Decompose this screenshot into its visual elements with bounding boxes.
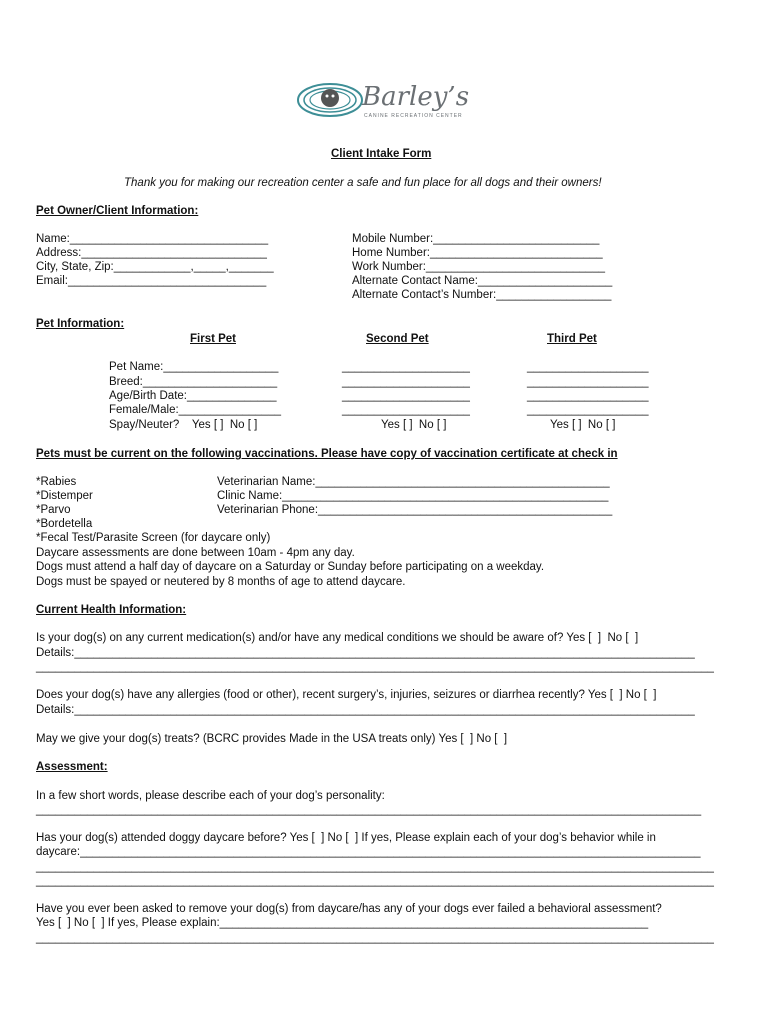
owner-city-field[interactable]: City, State, Zip:____________,_____,_______: [36, 261, 274, 273]
daycare-history-field[interactable]: daycare:_________________________________________________________________________________________________: [36, 846, 701, 858]
vaccine-item: *Rabies: [36, 476, 77, 488]
logo-brand-text: Barley’s: [362, 82, 470, 112]
owner-email-field[interactable]: Email:_______________________________: [36, 275, 267, 287]
vet-name-field[interactable]: Veterinarian Name:______________________________________________: [217, 476, 610, 488]
allergy-question[interactable]: Does your dog(s) have any allergies (food or other), recent surgery’s, injuries, seizures or diarrhea recently? Yes [ ] No [ ]: [36, 689, 657, 701]
personality-question: In a few short words, please describe each of your dog’s personality:: [36, 790, 385, 802]
pet3-age-field[interactable]: ___________________: [527, 390, 649, 402]
medication-details-line[interactable]: __________________________________________________________________________________________________________: [36, 661, 714, 673]
alt-contact-name-field[interactable]: Alternate Contact Name:_____________________: [352, 275, 613, 287]
removal-explain-line[interactable]: __________________________________________________________________________________________________________: [36, 932, 714, 944]
intro-text: Thank you for making our recreation center a safe and fun place for all dogs and their owners!: [124, 177, 602, 189]
owner-name-field[interactable]: Name:_______________________________: [36, 233, 269, 245]
health-heading: Current Health Information:: [36, 604, 187, 616]
logo-swirl-icon: [296, 78, 366, 128]
vaccine-item: *Bordetella: [36, 518, 93, 530]
daycare-history-question[interactable]: Has your dog(s) attended doggy daycare before? Yes [ ] No [ ] If yes, Please explain each of your dog’s behavior while in: [36, 832, 656, 844]
pet2-name-field[interactable]: ____________________: [342, 361, 470, 373]
policy-note: Daycare assessments are done between 10am - 4pm any day.: [36, 547, 355, 559]
vaccine-item: *Parvo: [36, 504, 71, 516]
first-pet-header: First Pet: [190, 333, 237, 345]
pet2-spay-field[interactable]: Yes [ ] No [ ]: [381, 419, 447, 431]
pet2-sex-field[interactable]: ____________________: [342, 404, 470, 416]
pet3-name-field[interactable]: ___________________: [527, 361, 649, 373]
daycare-history-line[interactable]: __________________________________________________________________________________________________________: [36, 861, 714, 873]
form-title: Client Intake Form: [331, 148, 432, 160]
vaccine-item: *Fecal Test/Parasite Screen (for daycare only): [36, 532, 271, 544]
daycare-history-line[interactable]: __________________________________________________________________________________________________________: [36, 875, 714, 887]
policy-note: Dogs must be spayed or neutered by 8 months of age to attend daycare.: [36, 576, 406, 588]
logo-tagline: CANINE RECREATION CENTER: [364, 113, 463, 119]
home-number-field[interactable]: Home Number:___________________________: [352, 247, 603, 259]
personality-line[interactable]: ________________________________________________________________________________________________________: [36, 804, 702, 816]
clinic-name-field[interactable]: Clinic Name:___________________________________________________: [217, 490, 609, 502]
pet-heading: Pet Information:: [36, 318, 125, 330]
mobile-number-field[interactable]: Mobile Number:__________________________: [352, 233, 600, 245]
third-pet-header: Third Pet: [547, 333, 597, 345]
pet1-age-field[interactable]: Age/Birth Date:______________: [109, 390, 277, 402]
pet3-spay-field[interactable]: Yes [ ] No [ ]: [550, 419, 616, 431]
owner-address-field[interactable]: Address:_____________________________: [36, 247, 267, 259]
work-number-field[interactable]: Work Number:____________________________: [352, 261, 605, 273]
pet1-name-field[interactable]: Pet Name:__________________: [109, 361, 279, 373]
allergy-details-field[interactable]: Details:_________________________________________________________________________________________________: [36, 704, 695, 716]
second-pet-header: Second Pet: [366, 333, 429, 345]
removal-question: Have you ever been asked to remove your dog(s) from daycare/has any of your dogs ever failed a behavioral assessment?: [36, 903, 662, 915]
vaccine-item: *Distemper: [36, 490, 93, 502]
pet3-sex-field[interactable]: ___________________: [527, 404, 649, 416]
pet1-breed-field[interactable]: Breed:_____________________: [109, 376, 278, 388]
policy-note: Dogs must attend a half day of daycare on a Saturday or Sunday before participating on a weekday.: [36, 561, 545, 573]
vaccination-heading: Pets must be current on the following vaccinations. Please have copy of vaccination certificate at check in: [36, 448, 618, 460]
pet1-sex-field[interactable]: Female/Male:________________: [109, 404, 281, 416]
medication-question[interactable]: Is your dog(s) on any current medication(s) and/or have any medical conditions we should be aware of? Yes [ ] No [ ]: [36, 632, 639, 644]
assessment-heading: Assessment:: [36, 761, 108, 773]
owner-heading: Pet Owner/Client Information:: [36, 205, 199, 217]
vet-phone-field[interactable]: Veterinarian Phone:______________________________________________: [217, 504, 613, 516]
pet2-breed-field[interactable]: ____________________: [342, 376, 470, 388]
alt-contact-number-field[interactable]: Alternate Contact’s Number:__________________: [352, 289, 612, 301]
pet2-age-field[interactable]: ____________________: [342, 390, 470, 402]
pet1-spay-field[interactable]: Spay/Neuter? Yes [ ] No [ ]: [109, 419, 258, 431]
pet3-breed-field[interactable]: ___________________: [527, 376, 649, 388]
medication-details-field[interactable]: Details:_________________________________________________________________________________________________: [36, 647, 695, 659]
removal-explain-field[interactable]: Yes [ ] No [ ] If yes, Please explain:___________________________________________________________________: [36, 917, 649, 929]
treats-question[interactable]: May we give your dog(s) treats? (BCRC provides Made in the USA treats only) Yes [ ] No [ ]: [36, 733, 508, 745]
